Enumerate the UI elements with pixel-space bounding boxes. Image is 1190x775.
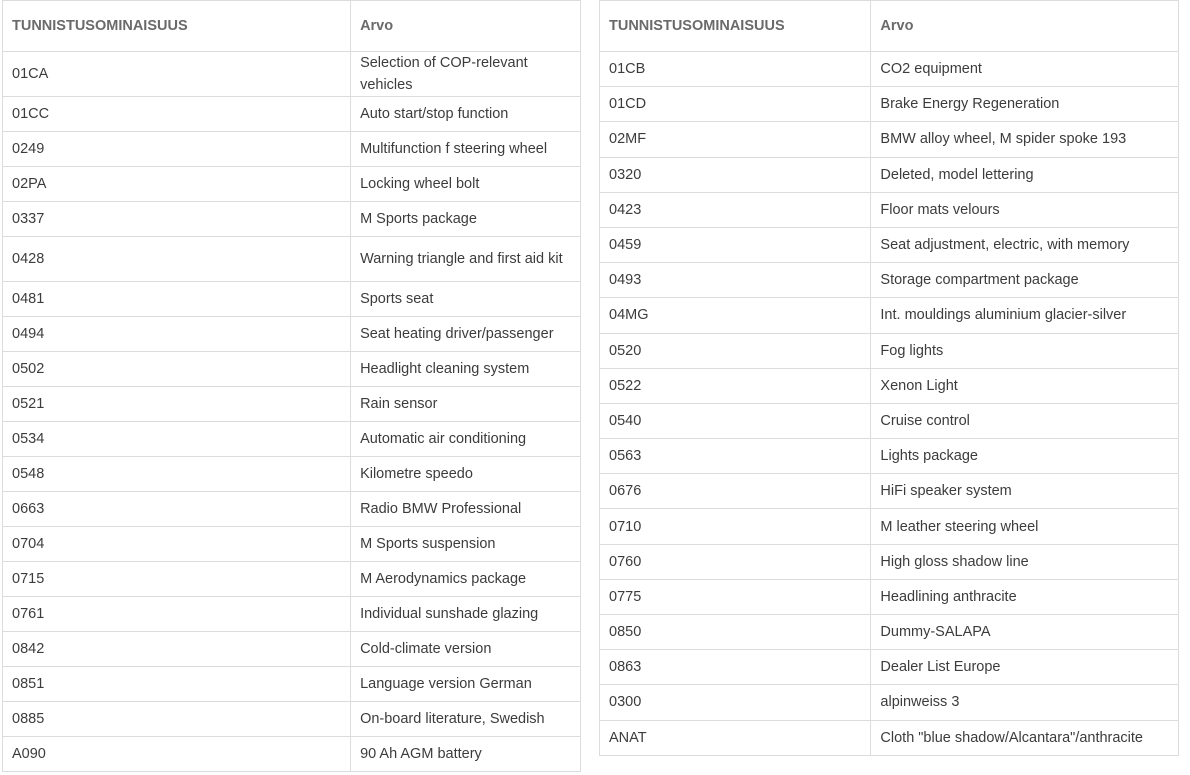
option-code-cell: 01CB xyxy=(600,52,871,87)
option-code-cell: 0842 xyxy=(3,632,351,667)
option-code-cell: 0710 xyxy=(600,509,871,544)
option-value-cell: 90 Ah AGM battery xyxy=(351,737,581,772)
option-value-cell: Radio BMW Professional xyxy=(351,492,581,527)
option-value-cell: Sports seat xyxy=(351,282,581,317)
table-row xyxy=(600,227,1179,262)
table-row xyxy=(3,317,581,352)
table-row xyxy=(600,685,1179,720)
column-header-code: TUNNISTUSOMINAISUUS xyxy=(3,1,351,52)
option-value-cell: CO2 equipment xyxy=(871,52,1179,87)
option-value-cell: Auto start/stop function xyxy=(351,97,581,132)
table-row xyxy=(600,579,1179,614)
table-row xyxy=(3,737,581,772)
option-code-cell: 0249 xyxy=(3,132,351,167)
option-value-cell: Rain sensor xyxy=(351,387,581,422)
option-value-cell: Automatic air conditioning xyxy=(351,422,581,457)
option-code-cell: 01CC xyxy=(3,97,351,132)
table-row xyxy=(600,87,1179,122)
option-value-cell: M leather steering wheel xyxy=(871,509,1179,544)
table-row xyxy=(600,52,1179,87)
column-header-value: Arvo xyxy=(871,1,1179,52)
option-code-cell: 0548 xyxy=(3,457,351,492)
table-row xyxy=(600,403,1179,438)
option-value-cell: Dealer List Europe xyxy=(871,650,1179,685)
option-value-cell: M Aerodynamics package xyxy=(351,562,581,597)
option-code-cell: 0493 xyxy=(600,263,871,298)
option-code-cell: 04MG xyxy=(600,298,871,333)
option-value-cell: Storage compartment package xyxy=(871,263,1179,298)
option-value-cell: Individual sunshade glazing xyxy=(351,597,581,632)
option-code-cell: 0563 xyxy=(600,439,871,474)
option-value-cell: Headlining anthracite xyxy=(871,579,1179,614)
option-code-cell: 0540 xyxy=(600,403,871,438)
table-row xyxy=(3,597,581,632)
table-row xyxy=(3,527,581,562)
table-body xyxy=(3,52,581,772)
table-row xyxy=(600,192,1179,227)
table-row xyxy=(3,562,581,597)
column-header-code: TUNNISTUSOMINAISUUS xyxy=(600,1,871,52)
option-code-cell: 02MF xyxy=(600,122,871,157)
option-value-cell: Language version German xyxy=(351,667,581,702)
option-code-cell: 0494 xyxy=(3,317,351,352)
option-code-cell: 0423 xyxy=(600,192,871,227)
table-row xyxy=(600,122,1179,157)
option-code-cell: 0663 xyxy=(3,492,351,527)
option-value-cell: Multifunction f steering wheel xyxy=(351,132,581,167)
option-code-cell: 01CD xyxy=(600,87,871,122)
table-row xyxy=(3,97,581,132)
equipment-table-right xyxy=(599,0,1179,756)
table-row xyxy=(3,167,581,202)
option-value-cell: Fog lights xyxy=(871,333,1179,368)
table-row xyxy=(3,632,581,667)
option-value-cell: Headlight cleaning system xyxy=(351,352,581,387)
option-code-cell: 0300 xyxy=(600,685,871,720)
option-code-cell: 0521 xyxy=(3,387,351,422)
option-value-cell: Warning triangle and first aid kit xyxy=(351,237,581,282)
table-header-row xyxy=(600,1,1179,52)
option-value-cell: Xenon Light xyxy=(871,368,1179,403)
table-row xyxy=(3,282,581,317)
option-value-cell: Cold-climate version xyxy=(351,632,581,667)
table-row xyxy=(600,544,1179,579)
table-row xyxy=(3,52,581,97)
option-value-cell: Dummy-SALAPA xyxy=(871,615,1179,650)
table-row xyxy=(3,352,581,387)
option-value-cell: Floor mats velours xyxy=(871,192,1179,227)
option-value-cell: alpinweiss 3 xyxy=(871,685,1179,720)
table-row xyxy=(3,667,581,702)
option-value-cell: Brake Energy Regeneration xyxy=(871,87,1179,122)
option-value-cell: Seat heating driver/passenger xyxy=(351,317,581,352)
table-row xyxy=(600,333,1179,368)
option-code-cell: 0885 xyxy=(3,702,351,737)
table-row xyxy=(3,457,581,492)
option-value-cell: HiFi speaker system xyxy=(871,474,1179,509)
option-value-cell: Cruise control xyxy=(871,403,1179,438)
option-code-cell: 01CA xyxy=(3,52,351,97)
option-code-cell: 0320 xyxy=(600,157,871,192)
option-value-cell: M Sports suspension xyxy=(351,527,581,562)
option-code-cell: A090 xyxy=(3,737,351,772)
option-code-cell: 0715 xyxy=(3,562,351,597)
option-code-cell: 0761 xyxy=(3,597,351,632)
option-code-cell: 0863 xyxy=(600,650,871,685)
option-code-cell: 0459 xyxy=(600,227,871,262)
table-row xyxy=(600,157,1179,192)
option-value-cell: Kilometre speedo xyxy=(351,457,581,492)
option-code-cell: 0337 xyxy=(3,202,351,237)
equipment-table-left xyxy=(2,0,581,772)
option-value-cell: Int. mouldings aluminium glacier-silver xyxy=(871,298,1179,333)
option-value-cell: Selection of COP-relevant vehicles xyxy=(351,52,581,97)
table-row xyxy=(600,263,1179,298)
option-code-cell: 02PA xyxy=(3,167,351,202)
column-header-value: Arvo xyxy=(351,1,581,52)
option-value-cell: Lights package xyxy=(871,439,1179,474)
table-row xyxy=(600,474,1179,509)
option-code-cell: 0850 xyxy=(600,615,871,650)
option-value-cell: M Sports package xyxy=(351,202,581,237)
option-value-cell: Locking wheel bolt xyxy=(351,167,581,202)
option-value-cell: Deleted, model lettering xyxy=(871,157,1179,192)
table-row xyxy=(600,720,1179,755)
option-code-cell: 0676 xyxy=(600,474,871,509)
option-value-cell: High gloss shadow line xyxy=(871,544,1179,579)
table-row xyxy=(3,202,581,237)
table-row xyxy=(3,132,581,167)
option-code-cell: 0428 xyxy=(3,237,351,282)
table-row xyxy=(600,650,1179,685)
table-row xyxy=(3,237,581,282)
option-value-cell: Seat adjustment, electric, with memory xyxy=(871,227,1179,262)
table-row xyxy=(600,368,1179,403)
table-header-row xyxy=(3,1,581,52)
option-code-cell: 0851 xyxy=(3,667,351,702)
table-row xyxy=(3,702,581,737)
option-code-cell: 0704 xyxy=(3,527,351,562)
table-row xyxy=(600,509,1179,544)
option-code-cell: 0534 xyxy=(3,422,351,457)
table-row xyxy=(600,298,1179,333)
option-code-cell: 0775 xyxy=(600,579,871,614)
option-code-cell: 0520 xyxy=(600,333,871,368)
option-code-cell: 0760 xyxy=(600,544,871,579)
option-value-cell: BMW alloy wheel, M spider spoke 193 xyxy=(871,122,1179,157)
table-row xyxy=(3,492,581,527)
table-row xyxy=(3,422,581,457)
option-code-cell: ANAT xyxy=(600,720,871,755)
option-code-cell: 0522 xyxy=(600,368,871,403)
option-code-cell: 0481 xyxy=(3,282,351,317)
table-row xyxy=(600,439,1179,474)
table-body xyxy=(600,52,1179,756)
table-row xyxy=(600,615,1179,650)
option-value-cell: On-board literature, Swedish xyxy=(351,702,581,737)
option-value-cell: Cloth "blue shadow/Alcantara"/anthracite xyxy=(871,720,1179,755)
table-row xyxy=(3,387,581,422)
option-code-cell: 0502 xyxy=(3,352,351,387)
